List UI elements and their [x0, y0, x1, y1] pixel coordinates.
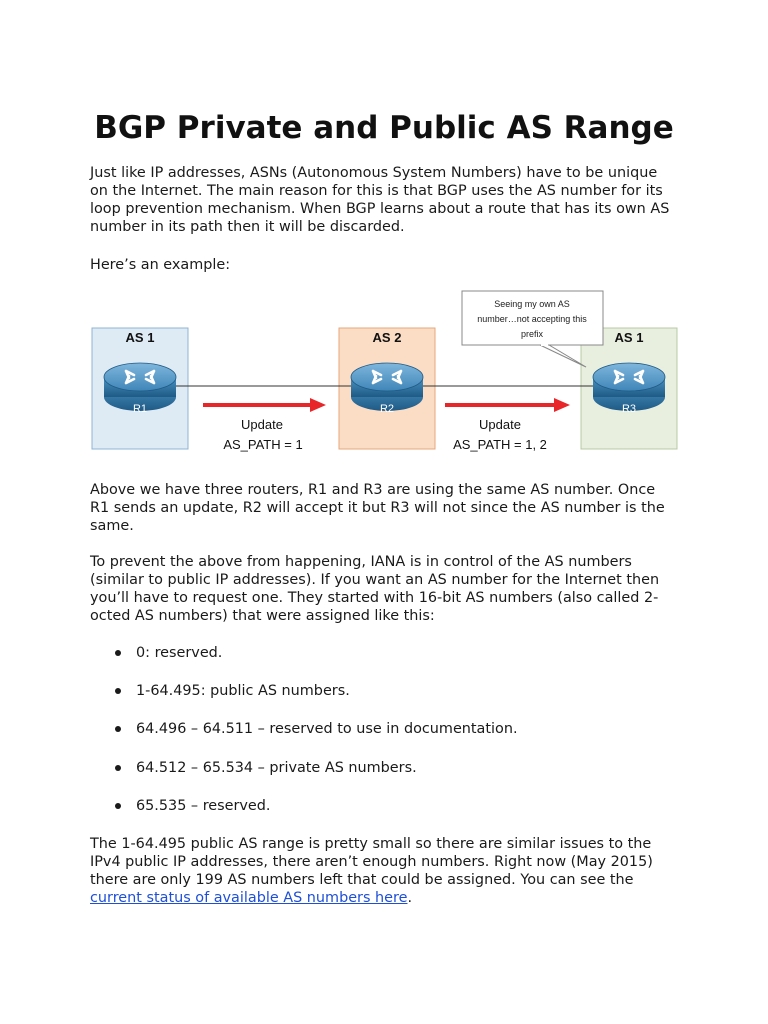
zone-label-as1-right: AS 1 — [614, 330, 644, 345]
update-arrow-2 — [445, 398, 570, 412]
list-item: 65.535 – reserved. — [90, 797, 670, 835]
routers-paragraph: Above we have three routers, R1 and R3 are using the same AS number. Once R1 sends an update, R2 will accept it but R3 will not since the AS number is the same. — [90, 482, 665, 534]
bgp-loop-diagram — [0, 0, 768, 470]
list-item: 64.496 – 64.511 – reserved to use in documentation. — [90, 720, 670, 758]
example-label: Here’s an example: — [90, 257, 231, 273]
closing-paragraph — [90, 835, 670, 907]
router-r3-label: R3 — [621, 403, 637, 415]
as-status-link[interactable]: current status of available AS numbers here — [90, 890, 408, 906]
update-2-path: AS_PATH = 1, 2 — [453, 437, 547, 452]
list-item: 0: reserved. — [90, 644, 670, 682]
router-r2-label: R2 — [379, 403, 395, 415]
callout-line-1: Seeing my own AS — [494, 299, 570, 309]
closing-text: The 1-64.495 public AS range is pretty small so there are similar issues to the IPv4 public IP addresses, there aren’t enough numbers. Right now (May 2015) there are only 199 AS numbers left that could be assigned. You can see the — [90, 836, 653, 888]
as-range-list — [90, 644, 670, 835]
update-2-title: Update — [479, 417, 521, 432]
callout-line-2: number…not accepting this — [477, 314, 587, 324]
list-item: 1-64.495: public AS numbers. — [90, 682, 670, 720]
iana-paragraph: To prevent the above from happening, IANA is in control of the AS numbers (similar to public IP addresses). If you want an AS number for the Internet then you’ll have to request one. They started with 16-bit AS numbers (also called 2-octed AS numbers) that were assigned like this: — [90, 554, 660, 624]
page-title: BGP Private and Public AS Range — [94, 110, 674, 146]
update-1-title: Update — [241, 417, 283, 432]
callout-line-3: prefix — [520, 329, 544, 339]
update-arrow-1 — [203, 398, 326, 412]
closing-end: . — [407, 890, 413, 906]
update-1-path: AS_PATH = 1 — [223, 437, 303, 452]
zone-label-as2: AS 2 — [372, 330, 402, 345]
list-item: 64.512 – 65.534 – private AS numbers. — [90, 759, 670, 797]
zone-label-as1-left: AS 1 — [125, 330, 155, 345]
intro-paragraph: Just like IP addresses, ASNs (Autonomous System Numbers) have to be unique on the Internet. The main reason for this is that BGP uses the AS number for its loop prevention mechanism. When BGP learns about a route that has its own AS number in its path then it will be discarded. — [90, 165, 670, 235]
router-r1-label: R1 — [132, 403, 148, 415]
